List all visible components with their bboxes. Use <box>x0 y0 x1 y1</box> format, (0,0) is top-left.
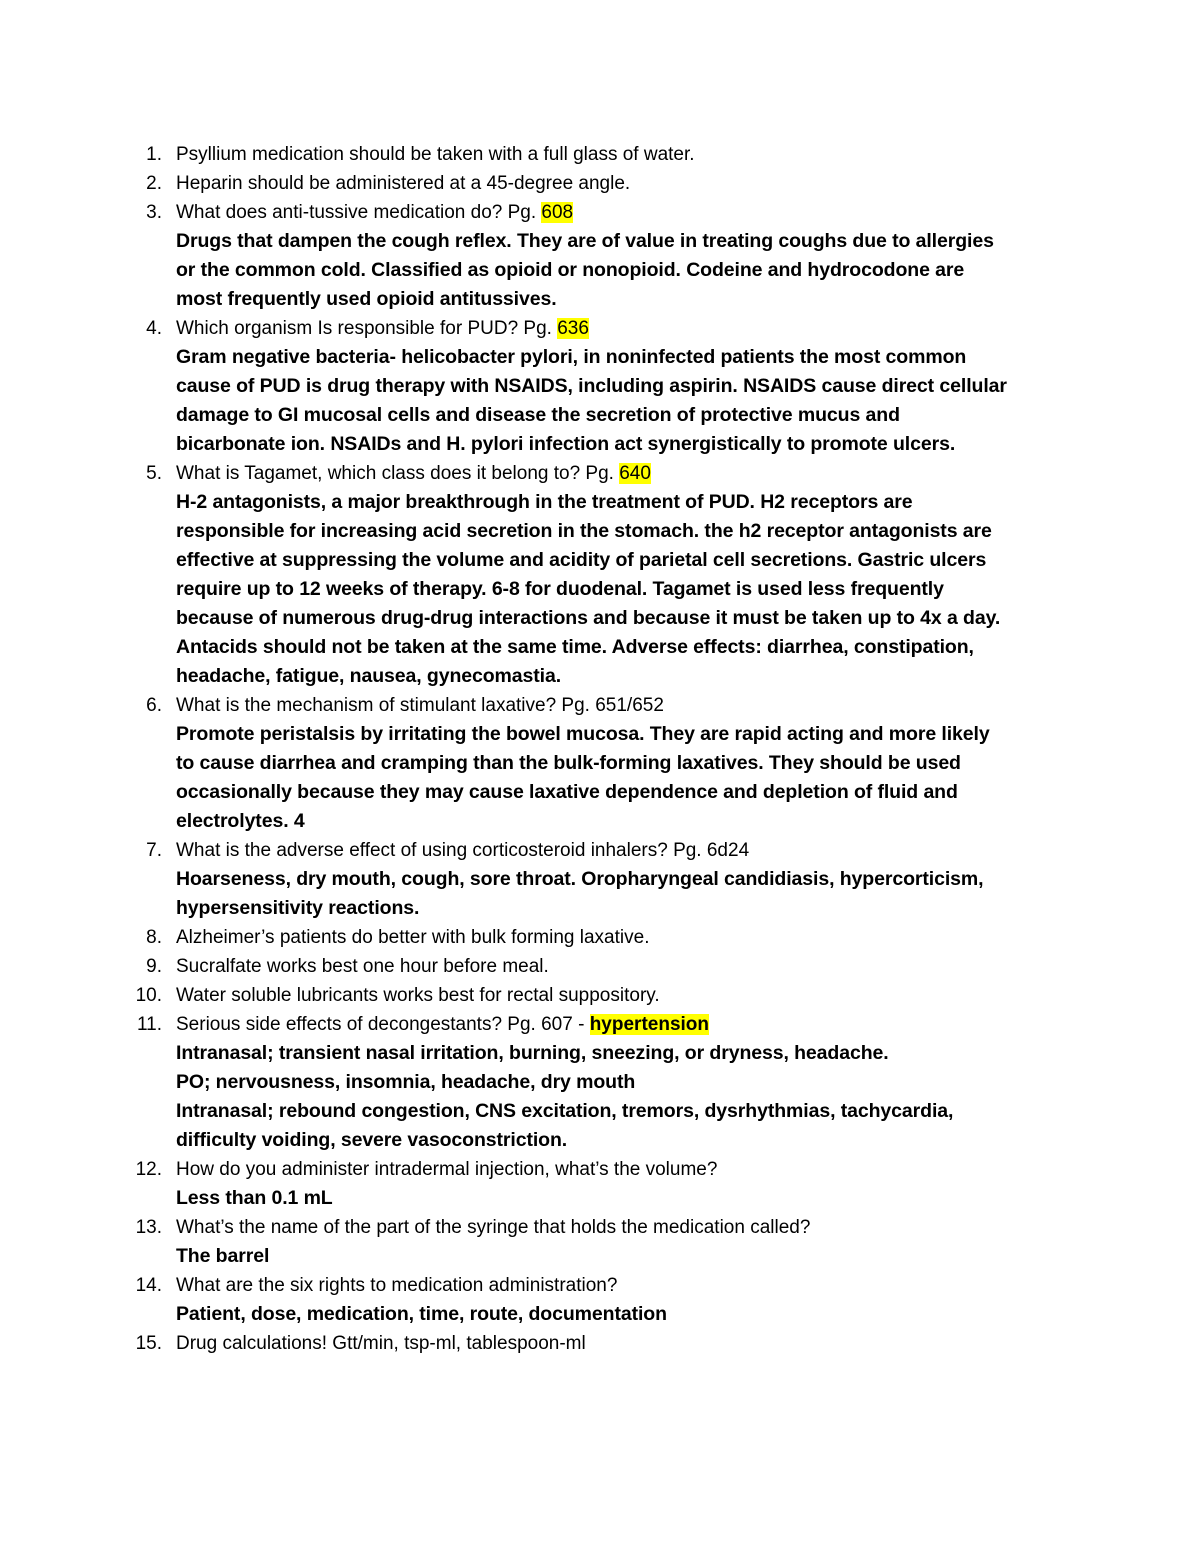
item-number: 8. <box>146 927 162 948</box>
item-number: 3. <box>146 202 162 223</box>
answer-block <box>176 1242 1080 1271</box>
answer-line: Hoarseness, dry mouth, cough, sore throat. Oropharyngeal candidiasis, hypercorticism, <box>176 868 984 890</box>
item-number: 10. <box>135 985 162 1006</box>
list-item <box>0 1329 1200 1358</box>
answer-line: require up to 12 weeks of therapy. 6-8 for duodenal. Tagamet is used less frequently <box>176 578 944 600</box>
answer-line: The barrel <box>176 1245 270 1267</box>
answer-line: bicarbonate ion. NSAIDs and H. pylori infection act synergistically to promote ulcers. <box>176 433 956 455</box>
answer-line: cause of PUD is drug therapy with NSAIDS, including aspirin. NSAIDS cause direct cellular <box>176 375 1007 397</box>
question-text: Which organism Is responsible for PUD? Pg. <box>176 318 552 339</box>
question-line <box>176 459 1080 488</box>
list-item <box>0 1271 1200 1329</box>
item-number: 4. <box>146 318 162 339</box>
answer-line: Gram negative bacteria- helicobacter pylori, in noninfected patients the most common <box>176 346 967 368</box>
answer-block <box>176 343 1080 459</box>
item-number: 11. <box>136 1014 162 1035</box>
item-number: 12. <box>135 1159 162 1180</box>
question-line <box>176 198 1080 227</box>
answer-line: Antacids should not be taken at the same time. Adverse effects: diarrhea, constipation, <box>176 636 974 658</box>
item-number: 5. <box>146 463 162 484</box>
answer-line: to cause diarrhea and cramping than the bulk-forming laxatives. They should be used <box>176 752 961 774</box>
item-number: 1. <box>146 144 162 165</box>
question-text: What is the mechanism of stimulant laxative? Pg. 651/652 <box>176 695 664 716</box>
item-number: 9. <box>146 956 162 977</box>
list-item <box>0 459 1200 691</box>
item-number: 13. <box>135 1217 162 1238</box>
question-text: What are the six rights to medication administration? <box>176 1275 618 1296</box>
list-item <box>0 1010 1200 1155</box>
question-text: What is the adverse effect of using corticosteroid inhalers? Pg. 6d24 <box>176 840 750 861</box>
answer-line: Intranasal; rebound congestion, CNS excitation, tremors, dysrhythmias, tachycardia, <box>176 1100 954 1122</box>
answer-line: effective at suppressing the volume and acidity of parietal cell secretions. Gastric ulcers <box>176 549 987 571</box>
question-text: How do you administer intradermal injection, what’s the volume? <box>176 1159 718 1180</box>
answer-block <box>176 865 1080 923</box>
answer-line: responsible for increasing acid secretion in the stomach. the h2 receptor antagonists are <box>176 520 992 542</box>
answer-block <box>176 227 1080 314</box>
answer-line: Patient, dose, medication, time, route, documentation <box>176 1303 667 1325</box>
list-item <box>0 140 1200 169</box>
question-text: Heparin should be administered at a 45-degree angle. <box>176 173 631 194</box>
page-ref-highlight: 636 <box>557 318 589 339</box>
answer-block <box>176 1184 1080 1213</box>
answer-line: headache, fatigue, nausea, gynecomastia. <box>176 665 562 687</box>
question-text: Alzheimer’s patients do better with bulk forming laxative. <box>176 927 650 948</box>
answer-line: or the common cold. Classified as opioid or nonopioid. Codeine and hydrocodone are <box>176 259 965 281</box>
answer-line: electrolytes. 4 <box>176 810 305 832</box>
question-text: What is Tagamet, which class does it belong to? Pg. <box>176 463 614 484</box>
question-text: What’s the name of the part of the syringe that holds the medication called? <box>176 1217 811 1238</box>
item-number: 6. <box>146 695 162 716</box>
item-number: 7. <box>146 840 162 861</box>
question-text: Psyllium medication should be taken with a full glass of water. <box>176 144 695 165</box>
question-text: Drug calculations! Gtt/min, tsp-ml, tablespoon-ml <box>176 1333 586 1354</box>
answer-line: damage to GI mucosal cells and disease the secretion of protective mucus and <box>176 404 900 426</box>
answer-line: Intranasal; transient nasal irritation, burning, sneezing, or dryness, headache. <box>176 1042 889 1064</box>
answer-line: Drugs that dampen the cough reflex. They are of value in treating coughs due to allergies <box>176 230 994 252</box>
answer-block <box>176 488 1080 691</box>
item-number: 2. <box>146 173 162 194</box>
answer-line: hypersensitivity reactions. <box>176 897 420 919</box>
answer-line: Less than 0.1 mL <box>176 1187 333 1209</box>
answer-line: difficulty voiding, severe vasoconstriction. <box>176 1129 568 1151</box>
question-text: Sucralfate works best one hour before meal. <box>176 956 549 977</box>
question-text: What does anti-tussive medication do? Pg. <box>176 202 537 223</box>
question-text: Water soluble lubricants works best for rectal suppository. <box>176 985 660 1006</box>
list-item <box>0 923 1200 952</box>
answer-block <box>176 720 1080 836</box>
list-item <box>0 691 1200 836</box>
answer-line: H-2 antagonists, a major breakthrough in the treatment of PUD. H2 receptors are <box>176 491 913 513</box>
item-number: 14. <box>135 1275 162 1296</box>
question-text: Serious side effects of decongestants? Pg. 607 - <box>176 1014 585 1035</box>
question-line <box>176 314 1080 343</box>
answer-line: most frequently used opioid antitussives. <box>176 288 557 310</box>
highlighted-answer: hypertension <box>589 1014 710 1035</box>
list-item <box>0 198 1200 314</box>
page-ref-highlight: 640 <box>619 463 651 484</box>
list-item <box>0 1155 1200 1213</box>
list-item <box>0 169 1200 198</box>
list-item <box>0 952 1200 981</box>
list-item <box>0 981 1200 1010</box>
answer-line: because of numerous drug-drug interactions and because it must be taken up to 4x a day. <box>176 607 1001 629</box>
answer-line: Promote peristalsis by irritating the bowel mucosa. They are rapid acting and more likely <box>176 723 990 745</box>
answer-line: PO; nervousness, insomnia, headache, dry mouth <box>176 1071 636 1093</box>
answer-block <box>176 1039 1080 1155</box>
list-item <box>0 314 1200 459</box>
question-list <box>0 140 1200 1358</box>
item-number: 15. <box>135 1333 162 1354</box>
question-line <box>176 1010 1080 1039</box>
answer-line: occasionally because they may cause laxative dependence and depletion of fluid and <box>176 781 958 803</box>
list-item <box>0 1213 1200 1271</box>
list-item <box>0 836 1200 923</box>
page-ref-highlight: 608 <box>541 202 574 223</box>
answer-block <box>176 1300 1080 1329</box>
